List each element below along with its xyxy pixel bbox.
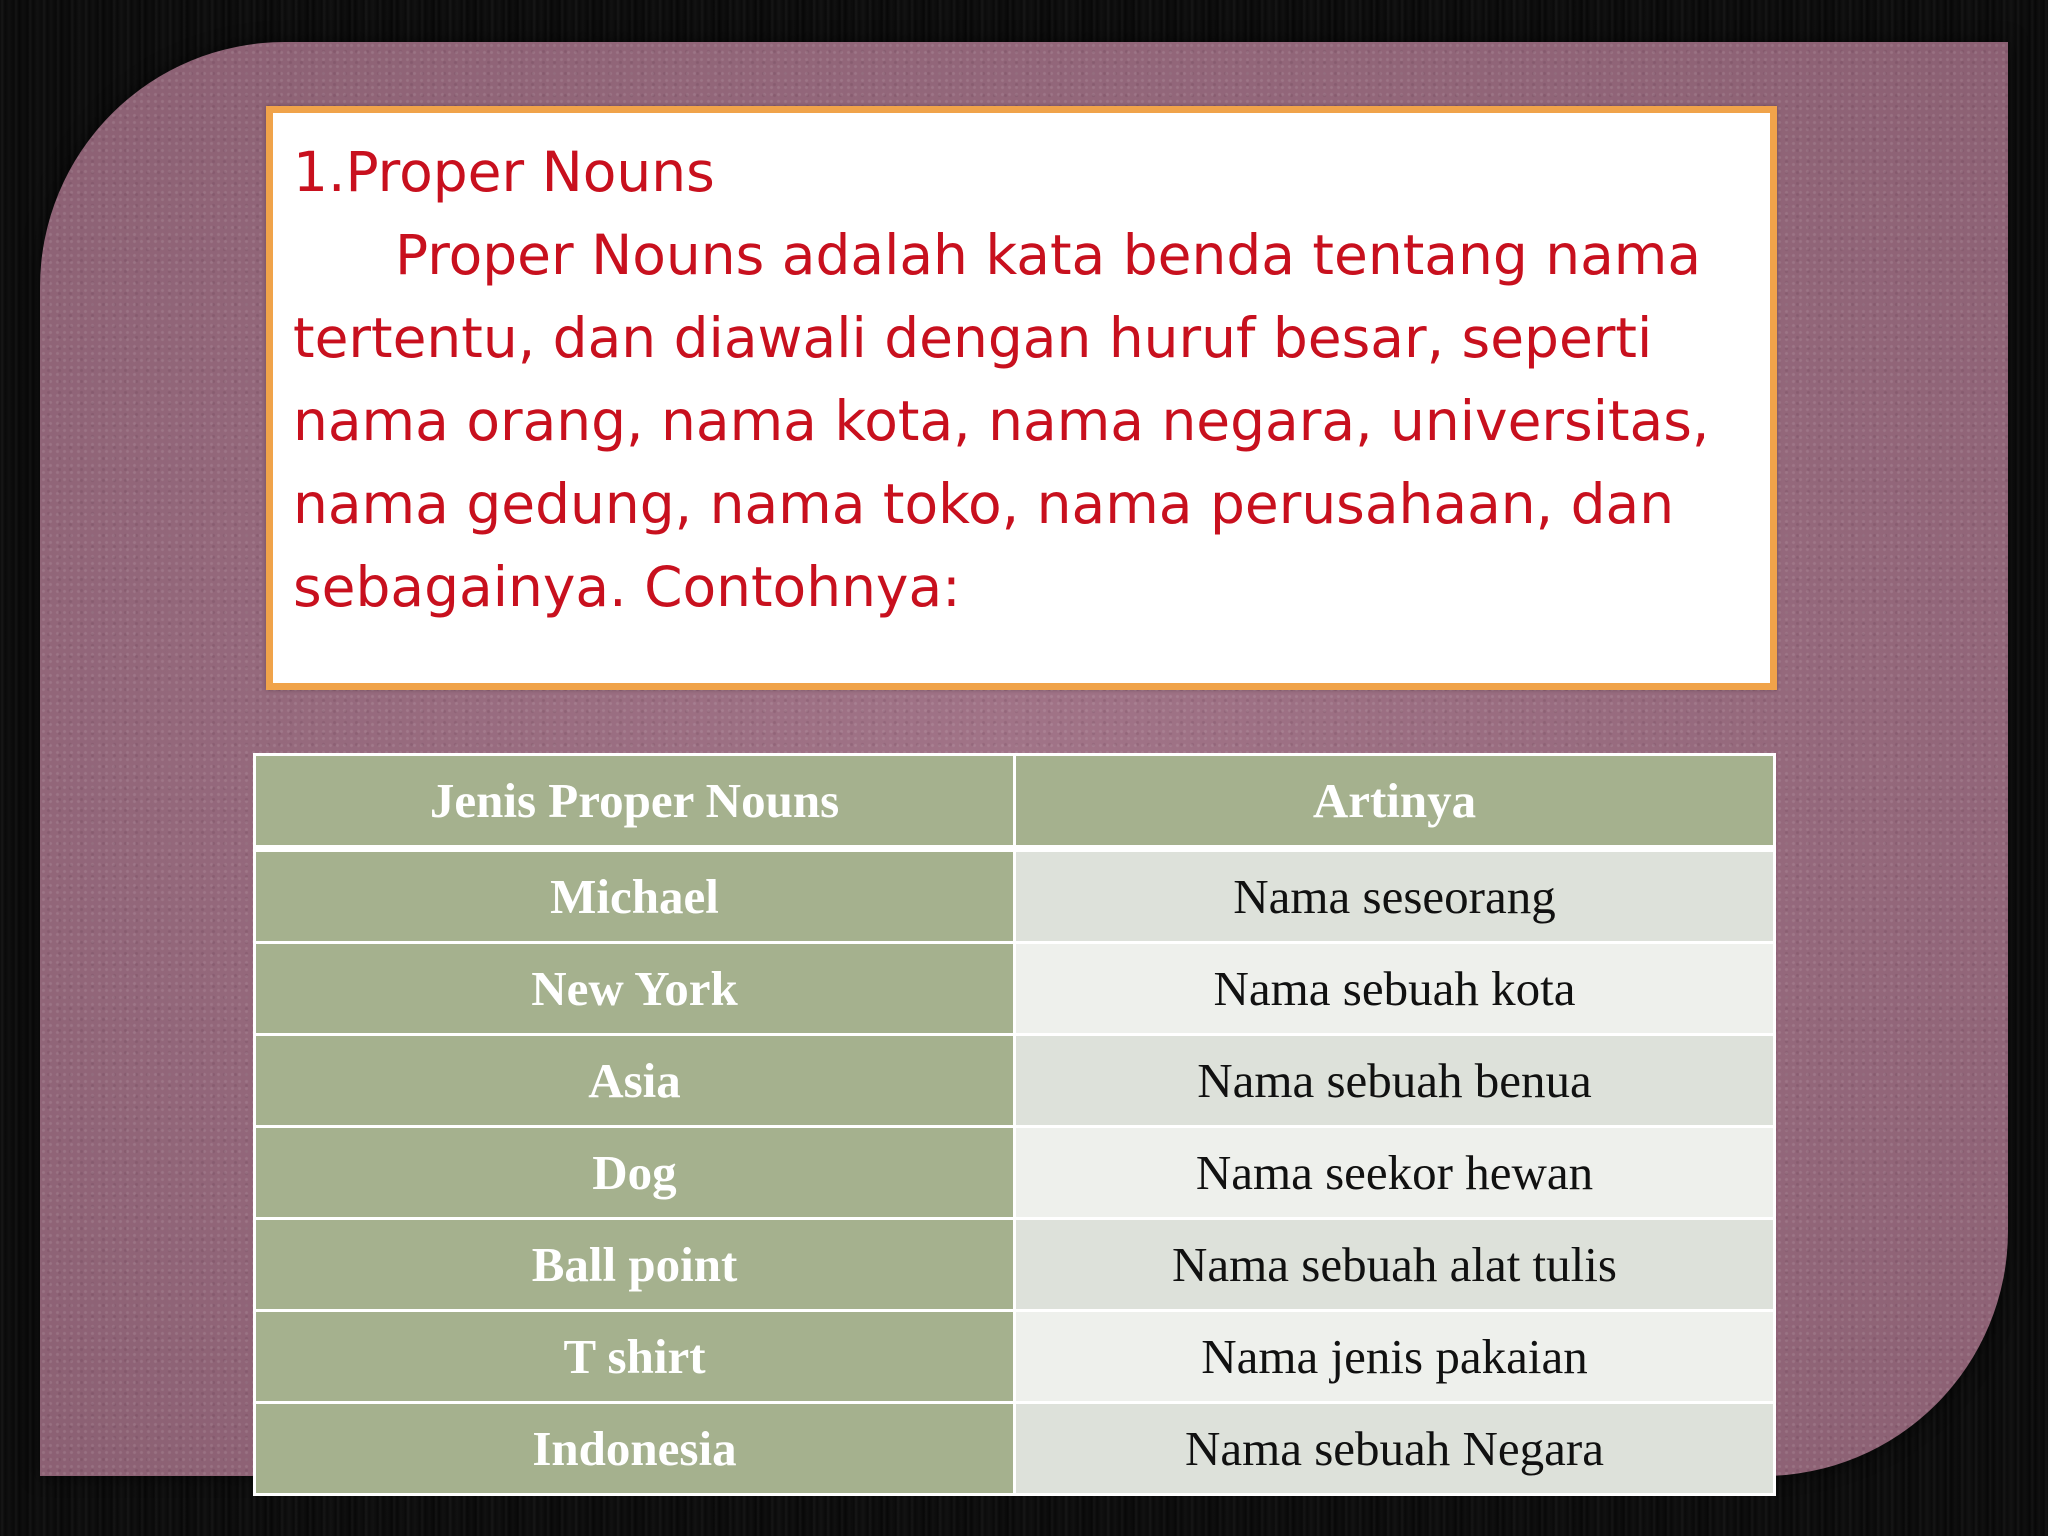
table-row (255, 1127, 1775, 1219)
proper-nouns-table (253, 753, 1776, 1496)
table-row (255, 943, 1775, 1035)
noun-cell: Indonesia (255, 1403, 1015, 1495)
meaning-cell: Nama sebuah benua (1015, 1035, 1775, 1127)
table-row (255, 849, 1775, 943)
table-row (255, 1035, 1775, 1127)
noun-cell: Asia (255, 1035, 1015, 1127)
meaning-cell: Nama sebuah Negara (1015, 1403, 1775, 1495)
noun-cell: Michael (255, 849, 1015, 943)
meaning-cell: Nama seseorang (1015, 849, 1775, 943)
noun-cell: T shirt (255, 1311, 1015, 1403)
definition-text-box (266, 106, 1777, 690)
noun-cell: Ball point (255, 1219, 1015, 1311)
table-row (255, 1219, 1775, 1311)
header-artinya: Artinya (1015, 755, 1775, 849)
meaning-cell: Nama jenis pakaian (1015, 1311, 1775, 1403)
section-heading: 1.Proper Nouns (293, 140, 715, 204)
meaning-cell: Nama seekor hewan (1015, 1127, 1775, 1219)
table-header-row (255, 755, 1775, 849)
meaning-cell: Nama sebuah alat tulis (1015, 1219, 1775, 1311)
header-jenis-proper-nouns: Jenis Proper Nouns (255, 755, 1015, 849)
meaning-cell: Nama sebuah kota (1015, 943, 1775, 1035)
noun-cell: New York (255, 943, 1015, 1035)
table-row (255, 1311, 1775, 1403)
table-row (255, 1403, 1775, 1495)
noun-cell: Dog (255, 1127, 1015, 1219)
definition-paragraph: Proper Nouns adalah kata benda tentang nama tertentu, dan diawali dengan huruf besar, seperti nama orang, nama kota, nama negara, universitas, nama gedung, nama toko, nama perusahaan, dan sebagainya. Contohnya: (293, 223, 1710, 619)
